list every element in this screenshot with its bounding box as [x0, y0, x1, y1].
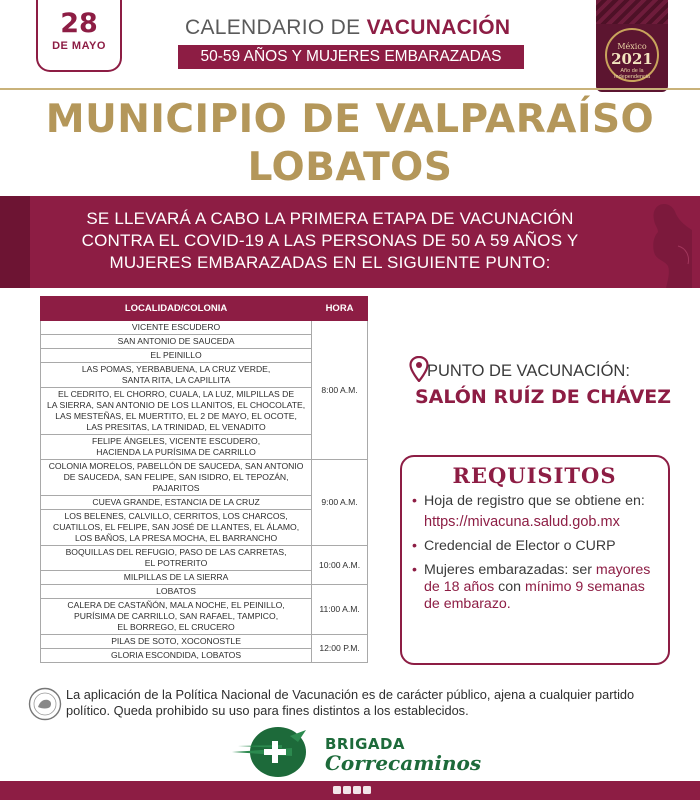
header-title [185, 16, 525, 40]
legal-note: La aplicación de la Política Nacional de Vacunación es de carácter público, ajena a cualquier partido político. Queda prohibido su uso para fines distintos a los establecidos. [66, 687, 635, 718]
localidad-line: PURÍSIMA DE CARRILLO, SAN RAFAEL, TAMPICO, [74, 611, 279, 621]
table-row [41, 635, 368, 649]
municipio-line1: MUNICIPIO DE VALPARAÍSO [45, 97, 655, 142]
localidad-line: FELIPE ÁNGELES, VICENTE ESCUDERO, [92, 436, 261, 446]
localidad-line: VICENTE ESCUDERO [131, 322, 221, 332]
intro-text [40, 208, 620, 274]
requisito-text: con [494, 579, 525, 595]
localidad-cell [41, 546, 312, 571]
localidad-cell [41, 496, 312, 510]
table-row [41, 460, 368, 496]
table-row [41, 546, 368, 571]
localidad-line: CALERA DE CASTAÑÓN, MALA NOCHE, EL PEINILLO, [67, 600, 285, 610]
localidad-cell [41, 349, 312, 363]
localidad-line: EL CEDRITO, EL CHORRO, CUALA, LA LUZ, MILPILLAS DE [58, 389, 295, 399]
requisitos-title: REQUISITOS [452, 463, 617, 488]
header-localidad: LOCALIDAD/COLONIA [41, 297, 312, 321]
mexico-2021-emblem [596, 0, 668, 92]
table-header-row [41, 297, 368, 321]
government-seal-icon [28, 687, 62, 721]
requisitos-box [400, 455, 670, 665]
localidad-line: LOBATOS [156, 586, 196, 596]
localidad-line: PILAS DE SOTO, XOCONOSTLE [111, 636, 241, 646]
municipio-title [0, 96, 700, 192]
header-title-prefix: CALENDARIO DE [185, 16, 367, 39]
requisito-item [412, 493, 664, 531]
header-subtitle: 50-59 AÑOS Y MUJERES EMBARAZADAS [178, 45, 524, 69]
localidad-line: LA SIERRA, SAN ANTONIO DE LOS LLANITOS, EL CHOCOLATE, [47, 400, 306, 410]
localidad-cell [41, 571, 312, 585]
punto-label: PUNTO DE VACUNACIÓN: [427, 362, 630, 380]
localidad-cell [41, 510, 312, 546]
date-day: 28 [60, 8, 98, 39]
schedule-table [40, 296, 368, 663]
bullet: • [412, 493, 417, 509]
requisito-item [412, 562, 664, 613]
bullet: • [412, 562, 417, 578]
localidad-line: LAS PRESITAS, LA TRINIDAD, EL VENADITO [86, 422, 266, 432]
hora-cell: 12:00 P.M. [312, 635, 368, 663]
localidad-line: SANTA RITA, LA CAPILLITA [121, 375, 231, 385]
date-month: DE MAYO [52, 40, 106, 52]
requisitos-list [412, 493, 664, 620]
header-title-emphasis: VACUNACIÓN [366, 16, 511, 39]
localidad-line: LAS MESTEÑAS, EL MUERTITO, EL 2 DE MAYO, EL OCOTE, [55, 411, 297, 421]
place-name: SALÓN RUÍZ DE CHÁVEZ [414, 386, 672, 408]
date-badge [36, 0, 122, 72]
requisito-weeks: mínimo 9 semanas de embarazo. [424, 579, 645, 612]
localidad-cell [41, 388, 312, 435]
intro-band [0, 196, 700, 288]
localidad-line: GLORIA ESCONDIDA, LOBATOS [111, 650, 242, 660]
localidad-line: EL PEINILLO [150, 350, 202, 360]
instagram-icon[interactable] [353, 786, 361, 794]
localidad-line: SAN ANTONIO DE SAUCEDA [117, 336, 235, 346]
divider [0, 88, 700, 90]
emblem-country: México [617, 42, 647, 51]
intro-line1: SE LLEVARÁ A CABO LA PRIMERA ETAPA DE VACUNACIÓN [86, 209, 574, 228]
localidad-cell [41, 635, 312, 649]
localidad-line: LAS POMAS, YERBABUENA, LA CRUZ VERDE, [81, 364, 271, 374]
table-body [41, 321, 368, 663]
localidad-cell [41, 599, 312, 635]
localidad-line: DE SAUCEDA, SAN FELIPE, SAN ISIDRO, EL TEPOZÁN, PAJARITOS [63, 472, 289, 493]
hora-cell: 9:00 A.M. [312, 460, 368, 546]
intro-line2: CONTRA EL COVID-19 A LAS PERSONAS DE 50 A 59 AÑOS Y [81, 231, 579, 250]
localidad-line: EL POTRERITO [144, 558, 208, 568]
table-row [41, 585, 368, 599]
municipio-line2: LOBATOS [247, 145, 453, 190]
pregnant-woman-icon [634, 200, 692, 288]
brigada-subtitle: Correcaminos [325, 751, 482, 775]
localidad-cell [41, 585, 312, 599]
hora-cell: 11:00 A.M. [312, 585, 368, 635]
localidad-line: HACIENDA LA PURÍSIMA DE CARRILLO [96, 447, 256, 457]
localidad-line: BOQUILLAS DEL REFUGIO, PASO DE LAS CARRETAS, [65, 547, 287, 557]
requisito-text: Credencial de Elector o CURP [424, 538, 616, 554]
localidad-line: CUEVA GRANDE, ESTANCIA DE LA CRUZ [92, 497, 260, 507]
localidad-cell [41, 649, 312, 663]
localidad-line: MILPILLAS DE LA SIERRA [123, 572, 229, 582]
emblem-pattern [596, 0, 668, 24]
emblem-tagline: Año de la Independencia [614, 68, 651, 80]
localidad-line: EL BORREGO, EL CRUCERO [117, 622, 235, 632]
header [0, 0, 700, 88]
localidad-cell [41, 435, 312, 460]
youtube-icon[interactable] [363, 786, 371, 794]
map-pin-icon [409, 356, 429, 382]
localidad-line: LOS BAÑOS, LA PRESA MOCHA, EL BARRANCHO [74, 533, 278, 543]
requisito-text: Mujeres embarazadas: ser [424, 562, 596, 578]
localidad-line: COLONIA MORELOS, PABELLÓN DE SAUCEDA, SAN ANTONIO [48, 461, 304, 471]
hora-cell: 8:00 A.M. [312, 321, 368, 460]
mivacuna-link[interactable]: https://mivacuna.salud.gob.mx [424, 514, 620, 530]
localidad-line: LOS BELENES, CALVILLO, CERRITOS, LOS CHARCOS, [64, 511, 288, 521]
requisito-text: Hoja de registro que se obtiene en: [424, 493, 645, 509]
twitter-icon[interactable] [343, 786, 351, 794]
facebook-icon[interactable] [333, 786, 341, 794]
localidad-cell [41, 460, 312, 496]
requisito-age: mayores de 18 años [424, 562, 651, 595]
requisito-item [412, 538, 664, 555]
brigada-correcaminos-logo-icon [232, 724, 316, 780]
emblem-year: 2021 [611, 50, 653, 68]
brigada-label: BRIGADA [325, 735, 406, 753]
header-hora: HORA [312, 297, 368, 321]
localidad-cell [41, 335, 312, 349]
localidad-cell [41, 321, 312, 335]
intro-line3: MUJERES EMBARAZADAS EN EL SIGUIENTE PUNTO: [109, 253, 551, 272]
localidad-line: CUATILLOS, EL FELIPE, SAN JOSÉ DE LLANTES, EL ÁLAMO, [53, 522, 300, 532]
bullet: • [412, 538, 417, 554]
hora-cell: 10:00 A.M. [312, 546, 368, 585]
table-row [41, 321, 368, 335]
social-media-icons [333, 786, 373, 795]
localidad-cell [41, 363, 312, 388]
